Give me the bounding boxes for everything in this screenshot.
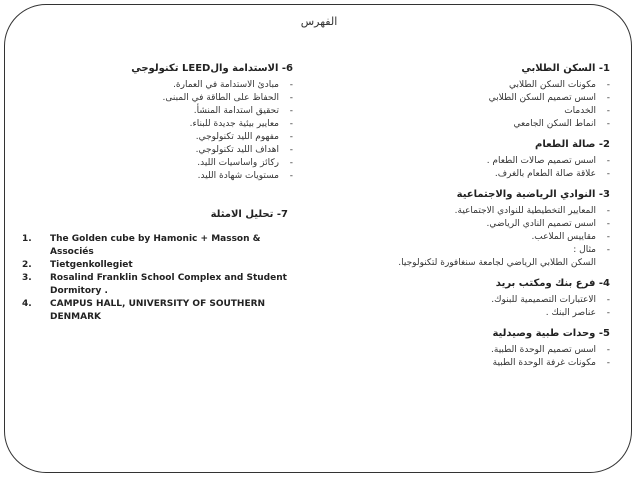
toc-item: - ركائز واساسيات الليد. (197, 158, 293, 168)
toc-item: - اسس تصميم النادي الرياضي. (486, 219, 610, 229)
section-heading: 7- تحليل الامثلة (210, 209, 288, 220)
toc-item: - الاعتبارات التصميمية للبنوك. (491, 295, 610, 305)
example-item: 2. Tietgenkollegiet (22, 260, 133, 270)
page-title: الفهرس (300, 15, 338, 28)
section-heading: 5- وحدات طبية وصيدلية (492, 328, 610, 339)
toc-section-clubs (320, 188, 610, 270)
toc-item: - اسس تصميم الوحدة الطبية. (491, 345, 610, 355)
section-heading: 3- النوادي الرياضية والاجتماعية (456, 189, 610, 200)
toc-right-column (320, 62, 610, 377)
toc-item: - مفهوم الليد تكنولوجي. (195, 132, 293, 142)
section-heading: 2- صالة الطعام (535, 139, 610, 150)
toc-section-housing (320, 62, 610, 131)
toc-item: - انماط السكن الجامعي (513, 119, 610, 129)
toc-item: - الحفاظ على الطاقة في المبنى. (162, 93, 293, 103)
section-heading: 6- الاستدامة والLEED تكنولوجي (131, 63, 293, 74)
toc-item: - عناصر البنك . (545, 308, 610, 318)
toc-item-note: السكن الطلابي الرياضي لجامعة سنغافورة لتكنولوجيا. (398, 258, 596, 268)
toc-section-dining (320, 138, 610, 181)
toc-item: - اهداف الليد تكنولوجي. (195, 145, 293, 155)
toc-section-sustainability (63, 62, 293, 183)
toc-item: - اسس تصميم السكن الطلابي (488, 93, 610, 103)
toc-section-medical (320, 327, 610, 370)
section-heading: 1- السكن الطلابي (521, 63, 610, 74)
toc-item: - مقاييس الملاعب. (531, 232, 610, 242)
examples-list (22, 233, 302, 324)
toc-section-bank (320, 277, 610, 320)
toc-item: - المعايير التخطيطية للنوادي الاجتماعية. (454, 206, 610, 216)
toc-item: - مستويات شهادة الليد. (197, 171, 293, 181)
toc-item: - الخدمات (564, 106, 610, 116)
toc-item: - مثال : (573, 245, 610, 255)
toc-item: - مكونات غرفة الوحدة الطبية (492, 358, 610, 368)
toc-examples-section (58, 208, 288, 222)
section-heading: 4- فرع بنك ومكتب بريد (495, 278, 610, 289)
toc-item: - اسس تصميم صالات الطعام . (486, 156, 610, 166)
toc-item: - مكونات السكن الطلابي (509, 80, 610, 90)
toc-item: - علاقة صالة الطعام بالغرف. (494, 169, 610, 179)
example-item: 4. CAMPUS HALL, UNIVERSITY OF SOUTHERN DENMARK (22, 299, 266, 322)
toc-item: - معايير بيئية جديدة للبناء. (189, 119, 293, 129)
toc-left-column (63, 62, 293, 190)
toc-item: - مبادئ الاستدامة في العمارة. (173, 80, 293, 90)
toc-item: - تحقيق استدامة المنشأ. (193, 106, 293, 116)
example-item: 3. Rosalind Franklin School Complex and Student Dormitory . (22, 273, 287, 296)
example-item: 1. The Golden cube by Hamonic + Masson & Associés (22, 234, 261, 257)
